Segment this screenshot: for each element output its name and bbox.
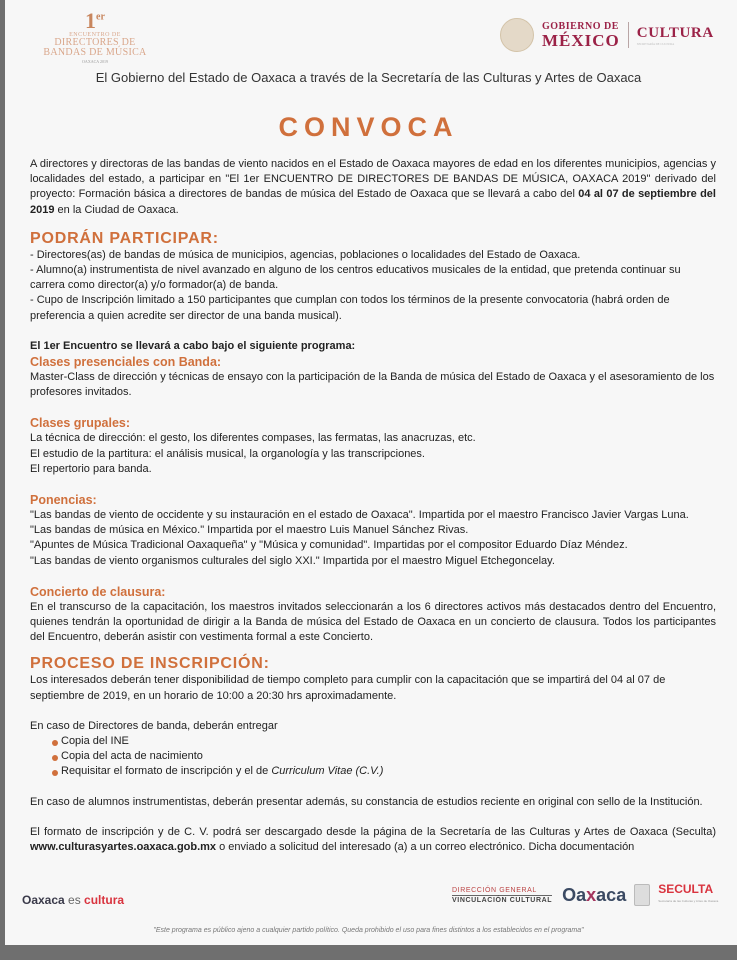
formato-tail: o enviado a solicitud del interesado (a) a un correo electrónico. Dicha documentación xyxy=(216,841,635,854)
requirement-text: Requisitar el formato de inscripción y el de xyxy=(61,765,272,778)
encuentro-logo xyxy=(40,10,150,64)
intro-text: A directores y directoras de las bandas de viento nacidos en el Estado de Oaxaca mayores de edad en los diferentes municipios, agencias y localidades del estado, a participar en "El 1er ENCUENTRO DE DIRECTORES DE BANDAS DE MÚSICA, OAXACA 2019" derivado del proyecto: Formación básica a directores de bandas de música del Estado de Oaxaca que se llevará a cabo del xyxy=(30,158,716,201)
oaxaca-word: Oaxaca xyxy=(22,893,65,907)
gob-line2: MÉXICO xyxy=(542,30,620,50)
cultura-label: CULTURA xyxy=(636,24,714,41)
logo-divider xyxy=(628,22,629,48)
oaxaca-logo xyxy=(562,885,626,906)
ponencias-heading: Ponencias: xyxy=(30,493,97,508)
logo-line4: OAXACA 2019 xyxy=(82,59,108,64)
grupales-item: La técnica de dirección: el gesto, los diferentes compases, las fermatas, las anacruzas, etc. xyxy=(30,432,476,445)
intro-tail: en la Ciudad de Oaxaca. xyxy=(54,203,179,216)
seculta-sub: Secretaría de las Culturas y Artes de Oaxaca xyxy=(658,899,719,903)
concierto-heading: Concierto de clausura: xyxy=(30,584,166,599)
seculta-logo xyxy=(658,883,718,907)
presenciales-heading: Clases presenciales con Banda: xyxy=(30,355,222,370)
ponencia-item: "Apuntes de Música Tradicional Oaxaqueña" y "Música y comunidad". Impartidas por el compositor Eduardo Díaz Méndez. xyxy=(30,539,628,552)
requirement-item: Copia del acta de nacimiento xyxy=(52,749,716,764)
gob-line1: GOBIERNO DE xyxy=(542,20,619,32)
formato-text: El formato de inscripción y de C. V. podrá ser descargado desde la página de la Secretaría de las Culturas y Artes de Oaxaca (Seculta) xyxy=(30,825,716,838)
logo-sup: er xyxy=(96,11,105,23)
cultura-word: cultura xyxy=(84,893,125,907)
dg-line1: DIRECCIÓN GENERAL xyxy=(452,886,552,896)
disclaimer: "Este programa es público ajeno a cualquier partido político. Queda prohibido el uso para fines distintos a los establecidos en el programa" xyxy=(153,927,584,934)
grupales-heading: Clases grupales: xyxy=(30,416,131,431)
requirement-item: Copia del INE xyxy=(52,734,716,749)
participar-heading: PODRÁN PARTICIPAR: xyxy=(30,229,219,247)
formato-paragraph xyxy=(30,825,716,855)
oaxaca-es-cultura-logo xyxy=(22,893,124,907)
concierto-text: En el transcurso de la capacitación, los maestros invitados seleccionarán a los 6 directores activos más destacados dentro del Encuentro, quienes tendrán la oportunidad de dirigir a la Banda de música del Estado de Oaxaca en un concierto de clausura. Todos los participantes del Encuentro, deberán asistir con vestimenta formal a este Concierto. xyxy=(30,600,716,644)
ponencia-item: "Las bandas de viento organismos culturales del siglo XXI." Impartida por el maestro Miguel Etchegoncelay. xyxy=(30,554,555,567)
presenciales-text: Master-Class de dirección y técnicas de ensayo con la participación de la Banda de música del Estado de Oaxaca y el asesoramiento de los profesores invitados. xyxy=(30,371,715,399)
grupales-item: El estudio de la partitura: el análisis musical, la organología y las transcripciones. xyxy=(30,447,425,460)
government-line: El Gobierno del Estado de Oaxaca a través de la Secretaría de las Culturas y Artes de Oaxaca xyxy=(95,70,642,85)
dg-line2: VINCULACIÓN CULTURAL xyxy=(452,896,553,904)
oaxaca-logo-b: aca xyxy=(596,884,627,905)
oaxaca-shield-icon xyxy=(634,884,650,906)
page-title: CONVOCA xyxy=(278,112,459,142)
gobierno-mexico-logo xyxy=(500,18,714,52)
seculta-url-link[interactable]: www.culturasyartes.oaxaca.gob.mx xyxy=(30,841,217,854)
grupales-item: El repertorio para banda. xyxy=(30,462,152,475)
oaxaca-logo-a: Oa xyxy=(562,884,587,905)
footer-logos xyxy=(452,883,718,907)
requirements-list xyxy=(30,734,716,780)
oaxaca-logo-x: x xyxy=(586,884,597,905)
participar-item: - Cupo de Inscripción limitado a 150 participantes que cumplan con todos los términos de la presente convocatoria (habrá orden de preferencia a quien acredite ser director de una banda musical). xyxy=(30,294,670,322)
es-word: es xyxy=(64,893,85,907)
logo-number: 1 xyxy=(85,8,97,33)
logo-line1: ENCUENTRO DE xyxy=(69,32,121,38)
cv-text: Curriculum Vitae (C.V.) xyxy=(271,765,384,778)
direccion-general-logo xyxy=(452,886,552,905)
participar-item: - Alumno(a) instrumentista de nivel avanzado en alguno de los centros educativos musicales de la entidad, que pretenda continuar su carrera como director(a) y/o formador(a) de banda. xyxy=(30,264,681,292)
national-seal-icon xyxy=(500,18,534,52)
document-body xyxy=(30,157,716,855)
directores-intro: En caso de Directores de banda, deberán entregar xyxy=(30,719,278,732)
inscripcion-heading: PROCESO DE INSCRIPCIÓN: xyxy=(30,655,270,673)
requirement-item xyxy=(52,764,716,779)
seculta-label: SECULTA xyxy=(658,882,714,896)
participar-item: - Directores(as) de bandas de música de municipios, agencias, poblaciones o localidades del Estado de Oaxaca. xyxy=(30,248,581,261)
ponencia-item: "Las bandas de viento de occidente y su instauración en el estado de Oaxaca". Impartida por el maestro Francisco Javier Vargas Luna. xyxy=(30,509,689,522)
alumnos-text: En caso de alumnos instrumentistas, deberán presentar además, su constancia de estudios reciente en original con sello de la Institución. xyxy=(30,795,703,808)
event-dates: 04 al 07 de septiembre del 2019 xyxy=(30,188,716,216)
inscripcion-text: Los interesados deberán tener disponibilidad de tiempo completo para cumplir con la capacitación que se impartirá del 04 al 07 de septiembre de 2019, en un horario de 10:00 a 20:30 hrs aproximadamente. xyxy=(30,674,666,702)
logo-line2: DIRECTORES DE xyxy=(54,37,136,48)
logo-line3: BANDAS DE MÚSICA xyxy=(43,47,147,58)
ponencia-item: "Las bandas de música en México." Impartida por el maestro Luis Manuel Sánchez Rivas. xyxy=(30,524,469,537)
programa-intro: El 1er Encuentro se llevará a cabo bajo el siguiente programa: xyxy=(30,339,356,352)
intro-paragraph xyxy=(30,157,716,218)
cultura-sub: SECRETARÍA DE CULTURA xyxy=(636,41,675,46)
